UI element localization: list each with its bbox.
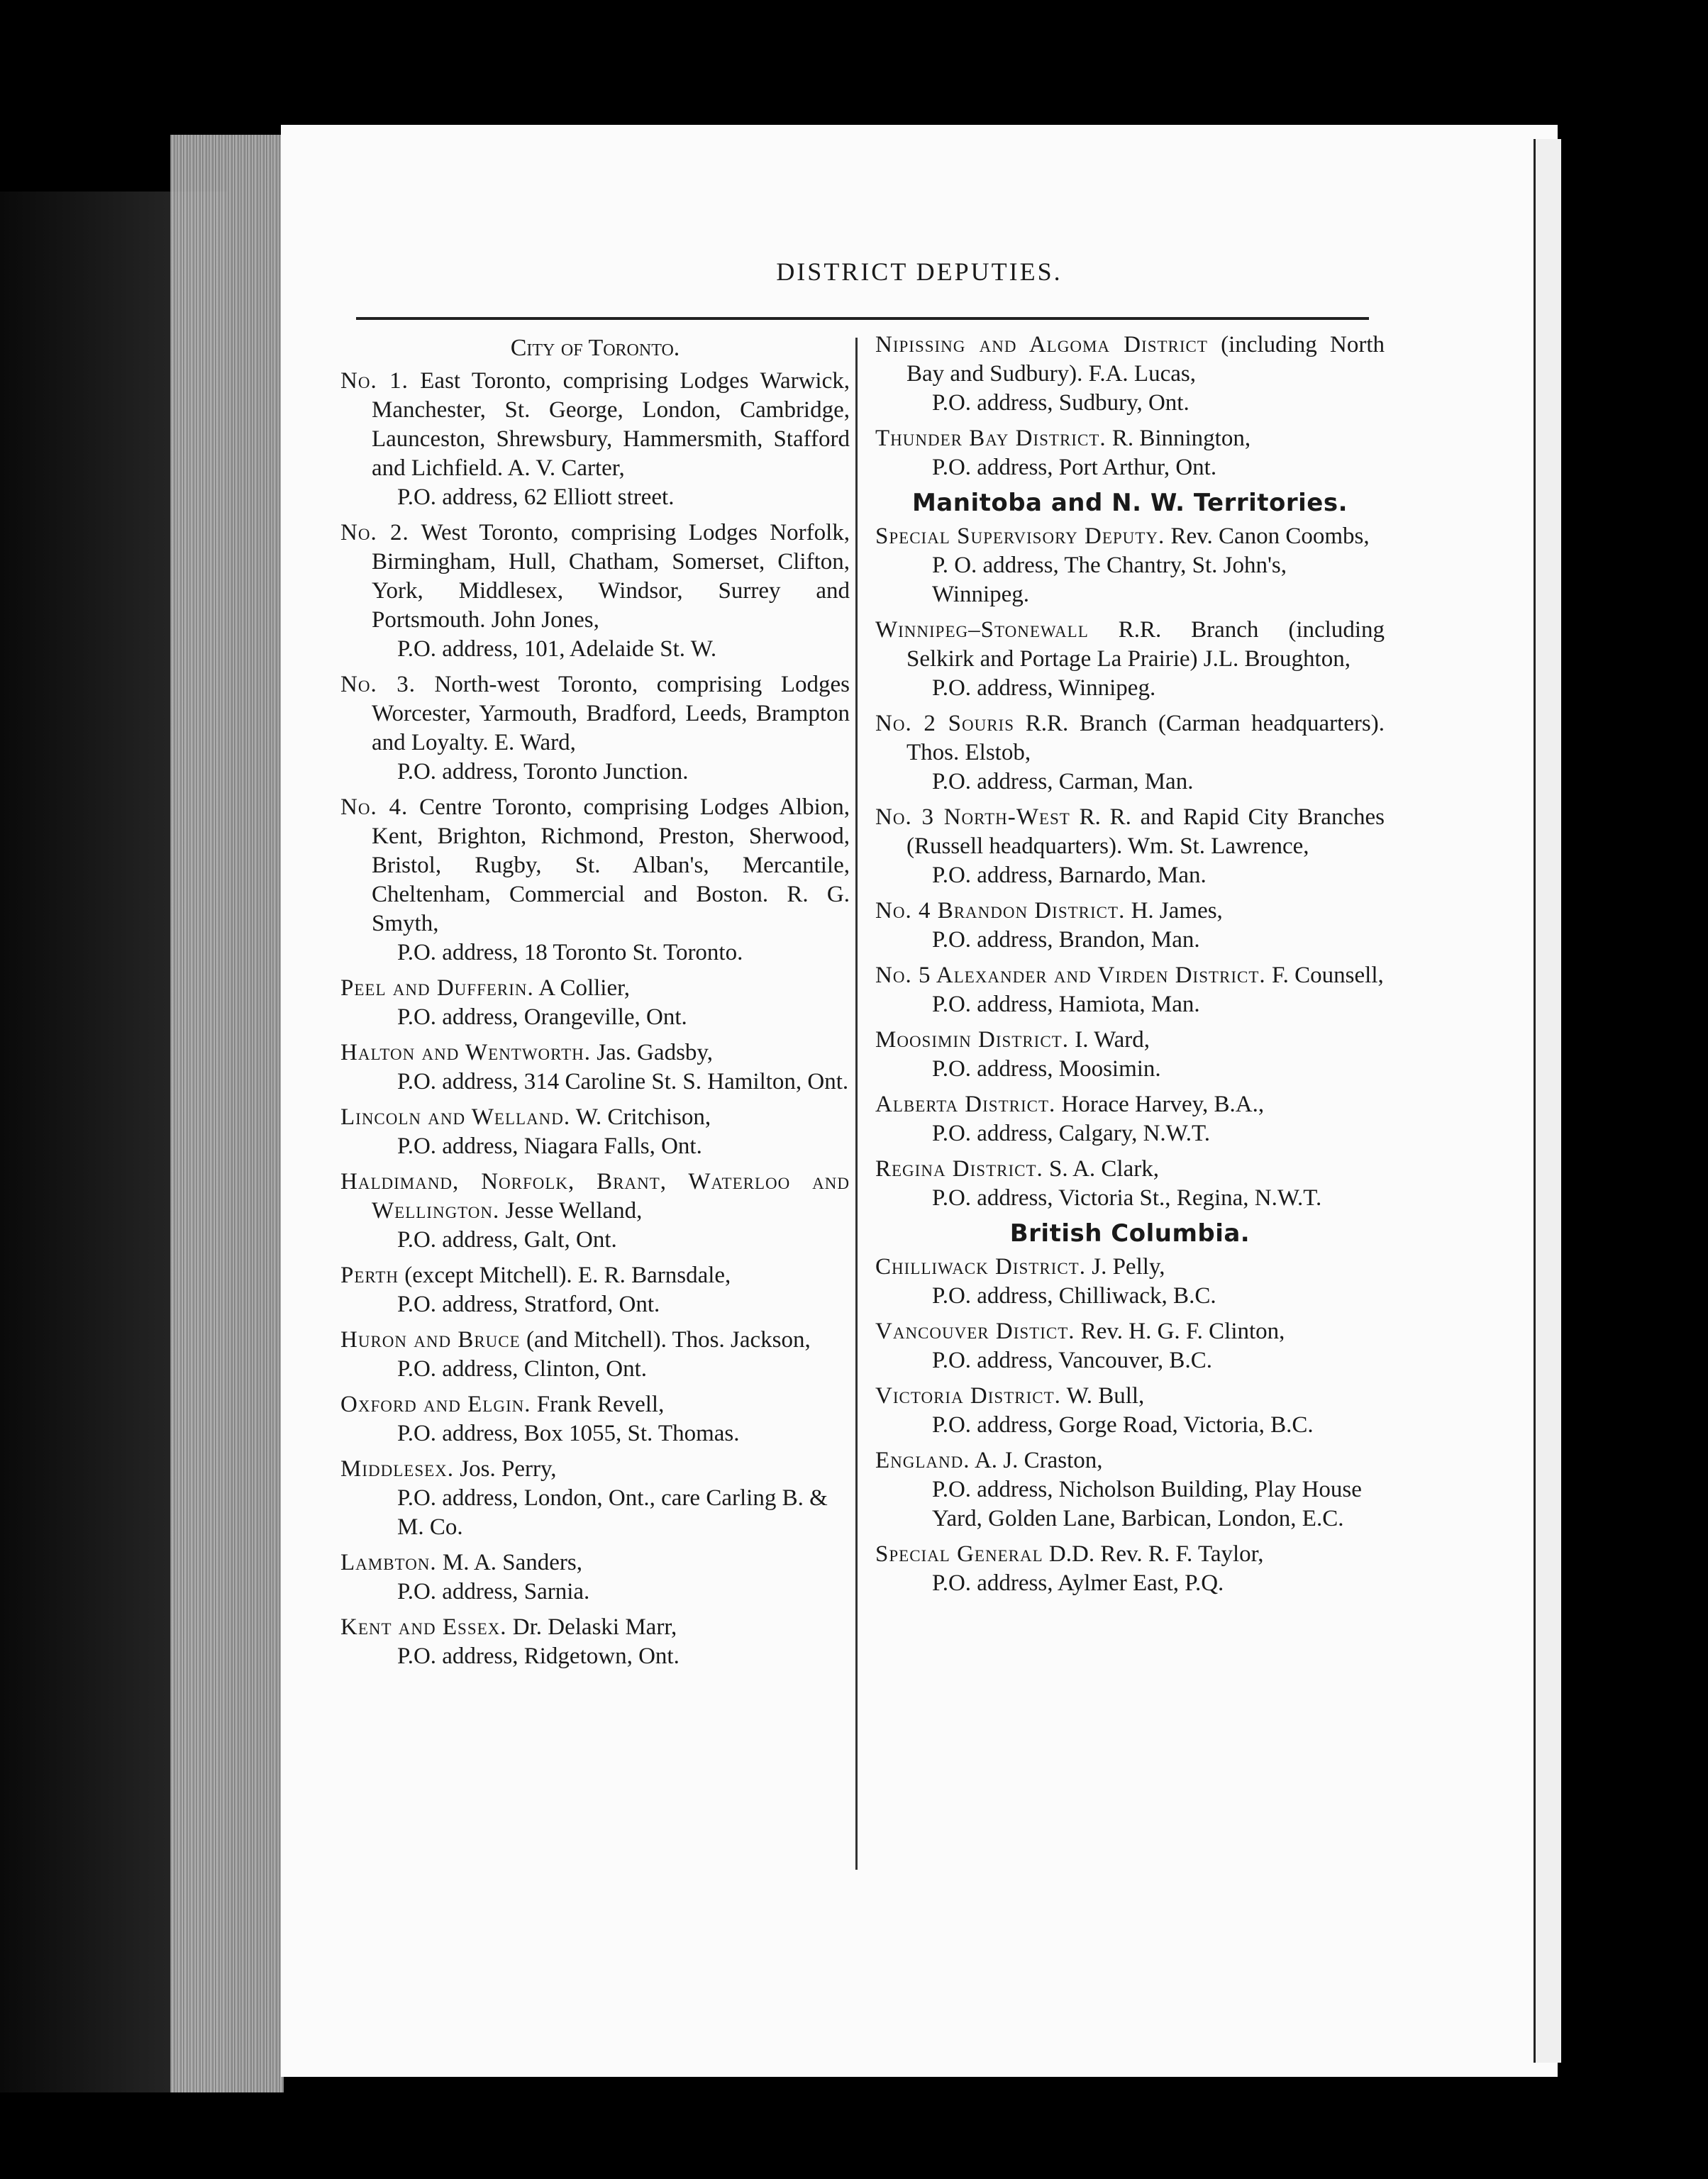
entry-main <box>340 367 850 483</box>
entry-main <box>875 1253 1385 1282</box>
book-page <box>281 125 1558 2077</box>
deputy-description: M. A. Sanders, <box>436 1550 583 1575</box>
deputy-description: W. Critchison, <box>570 1104 711 1130</box>
district-name: Lambton. <box>340 1550 437 1575</box>
district-name: No. 1. <box>340 368 409 394</box>
directory-entry <box>340 1390 850 1448</box>
directory-entry <box>340 519 850 664</box>
district-name: Winnipeg–Stonewall <box>875 617 1089 643</box>
po-address: P.O. address, London, Ont., care Carling B. & M. Co. <box>397 1485 828 1540</box>
directory-entry <box>340 670 850 787</box>
deputy-description: S. A. Clark, <box>1043 1156 1159 1182</box>
po-address: P.O. address, 314 Caroline St. S. Hamilton, Ont. <box>397 1069 849 1094</box>
section-heading-manitoba: Manitoba and N. W. Territories. <box>911 489 1348 517</box>
directory-entry <box>340 1103 850 1161</box>
directory-entry <box>875 1446 1385 1534</box>
entry-main <box>340 1613 850 1642</box>
entry-main <box>340 670 850 758</box>
po-address: P.O. address, Galt, Ont. <box>397 1227 617 1253</box>
deputy-description: A. J. Craston, <box>970 1448 1103 1473</box>
entry-main <box>875 522 1385 551</box>
po-address: P.O. address, 62 Elliott street. <box>397 484 675 510</box>
deputy-description: R. Binnington, <box>1106 426 1251 451</box>
po-address: P.O. address, Sarnia. <box>397 1579 590 1604</box>
entry-main <box>340 1326 850 1355</box>
deputy-description: Frank Revell, <box>531 1392 665 1417</box>
entry-main <box>875 1026 1385 1055</box>
po-address: P.O. address, 101, Adelaide St. W. <box>397 636 717 662</box>
entry-main <box>340 1038 850 1068</box>
po-address: P. O. address, The Chantry, St. John's, Winnipeg. <box>932 553 1287 607</box>
entry-main <box>875 1540 1385 1569</box>
entry-main <box>340 519 850 635</box>
deputy-description: J. Pelly, <box>1085 1254 1165 1280</box>
deputy-description: W. Bull, <box>1060 1383 1145 1409</box>
left-entries <box>340 367 850 1671</box>
deputy-description: North-west Toronto, comprising Lodges Worcester, Yarmouth, Bradford, Leeds, Brampton and Loyalty. E. Ward, <box>372 672 850 755</box>
deputy-description: West Toronto, comprising Lodges Norfolk, Birmingham, Hull, Chatham, Somerset, Clifton, York, Middlesex, Windsor, Surrey and Portsmouth. John Jones, <box>372 520 850 633</box>
section-heading-british-columbia: British Columbia. <box>1009 1219 1250 1248</box>
entry-main <box>340 1261 850 1290</box>
deputy-description: R.R. Branch (including Selkirk and Portage La Prairie) J.L. Broughton, <box>906 617 1385 672</box>
facing-page-edge <box>1534 139 1561 2063</box>
deputy-description: I. Ward, <box>1068 1027 1150 1053</box>
deputy-description: Jas. Gadsby, <box>591 1040 714 1065</box>
directory-entry <box>875 897 1385 955</box>
deputy-description: Horace Harvey, B.A., <box>1055 1092 1265 1117</box>
district-name: Special General <box>875 1541 1043 1567</box>
po-address: P.O. address, Box 1055, St. Thomas. <box>397 1421 740 1446</box>
deputy-description: (except Mitchell). E. R. Barnsdale, <box>399 1263 731 1288</box>
directory-entry <box>875 1155 1385 1213</box>
district-name: Peel and Dufferin. <box>340 975 534 1001</box>
directory-entry <box>875 1382 1385 1440</box>
po-address: P.O. address, Ridgetown, Ont. <box>397 1643 680 1669</box>
deputy-description: Jos. Perry, <box>454 1456 557 1482</box>
directory-entry <box>340 1548 850 1607</box>
entry-main <box>340 1548 850 1578</box>
deputy-description: (and Mitchell). Thos. Jackson, <box>520 1327 811 1353</box>
page-edges <box>170 135 284 2092</box>
district-name: Regina District. <box>875 1156 1043 1182</box>
district-name: England. <box>875 1448 970 1473</box>
directory-entry <box>875 424 1385 482</box>
directory-entry <box>875 1317 1385 1375</box>
district-name: Thunder Bay District. <box>875 426 1107 451</box>
entry-main <box>340 793 850 938</box>
column-divider <box>855 338 858 1870</box>
directory-entry <box>875 961 1385 1019</box>
district-name: Lincoln and Welland. <box>340 1104 571 1130</box>
directory-entry <box>875 803 1385 890</box>
district-name: Huron and Bruce <box>340 1327 521 1353</box>
entry-main <box>340 1455 850 1484</box>
deputy-description: Rev. H. G. F. Clinton, <box>1075 1319 1285 1344</box>
directory-entry <box>340 367 850 512</box>
entry-main <box>875 961 1385 990</box>
directory-entry <box>340 1613 850 1671</box>
directory-entry <box>875 1253 1385 1311</box>
district-name: Oxford and Elgin. <box>340 1392 531 1417</box>
directory-entry <box>875 331 1385 418</box>
district-name: Victoria District. <box>875 1383 1061 1409</box>
directory-entry <box>875 1090 1385 1148</box>
right-entries-ontario <box>875 331 1385 482</box>
deputy-description: F. Counsell, <box>1265 963 1384 988</box>
po-address: P.O. address, Carman, Man. <box>932 769 1194 794</box>
directory-entry <box>340 974 850 1032</box>
district-name: Middlesex. <box>340 1456 455 1482</box>
po-address: P.O. address, Calgary, N.W.T. <box>932 1121 1210 1146</box>
po-address: P.O. address, Sudbury, Ont. <box>932 390 1190 416</box>
right-entries-manitoba <box>875 522 1385 1213</box>
district-name: Special Supervisory Deputy. <box>875 523 1165 549</box>
page-title: DISTRICT DEPUTIES. <box>776 257 1063 286</box>
deputy-description: Centre Toronto, comprising Lodges Albion, Kent, Brighton, Richmond, Preston, Sherwood, Bristol, Rugby, St. Alban's, Mercantile, Cheltenham, Commercial and Boston. R. G. Smyth, <box>372 794 850 936</box>
entry-main <box>340 1103 850 1132</box>
district-name: Perth <box>340 1263 399 1288</box>
deputy-description: R. R. and Rapid City Branches (Russell headquarters). Wm. St. Lawrence, <box>906 804 1385 859</box>
po-address: P.O. address, Brandon, Man. <box>932 927 1200 953</box>
po-address: P.O. address, Stratford, Ont. <box>397 1292 660 1317</box>
po-address: P.O. address, 18 Toronto St. Toronto. <box>397 940 743 965</box>
right-column <box>875 331 1385 1604</box>
directory-entry <box>875 1026 1385 1084</box>
directory-entry <box>340 1261 850 1319</box>
directory-entry <box>875 1540 1385 1598</box>
po-address: P.O. address, Aylmer East, P.Q. <box>932 1570 1224 1596</box>
directory-entry <box>340 1455 850 1542</box>
district-name: Halton and Wentworth. <box>340 1040 592 1065</box>
po-address: P.O. address, Barnardo, Man. <box>932 863 1207 888</box>
po-address: P.O. address, Clinton, Ont. <box>397 1356 648 1382</box>
entry-main <box>875 1317 1385 1346</box>
district-name: No. 2 Souris <box>875 711 1015 736</box>
entry-main <box>875 1090 1385 1119</box>
po-address: P.O. address, Winnipeg. <box>932 675 1156 701</box>
district-name: Alberta District. <box>875 1092 1056 1117</box>
section-heading-toronto: City of Toronto. <box>510 335 680 361</box>
deputy-description: Rev. Canon Coombs, <box>1165 523 1370 549</box>
left-column <box>340 331 850 1678</box>
po-address: P.O. address, Orangeville, Ont. <box>397 1004 687 1030</box>
entry-main <box>875 1382 1385 1411</box>
district-name: No. 2. <box>340 520 409 545</box>
deputy-description: H. James, <box>1125 898 1223 924</box>
directory-entry <box>340 793 850 967</box>
po-address: P.O. address, Toronto Junction. <box>397 759 689 784</box>
po-address: P.O. address, Moosimin. <box>932 1056 1161 1082</box>
po-address: P.O. address, Nicholson Building, Play House Yard, Golden Lane, Barbican, London, E.C. <box>932 1477 1362 1531</box>
directory-entry <box>340 1038 850 1097</box>
directory-entry <box>875 522 1385 609</box>
district-name: Vancouver Distict. <box>875 1319 1075 1344</box>
deputy-description: (including North Bay and Sudbury). F.A. Lucas, <box>906 332 1385 387</box>
entry-main <box>340 1390 850 1419</box>
deputy-description: A Collier, <box>533 975 631 1001</box>
district-name: No. 5 Alexander and Virden District. <box>875 963 1266 988</box>
po-address: P.O. address, Victoria St., Regina, N.W.T. <box>932 1185 1322 1211</box>
po-address: P.O. address, Vancouver, B.C. <box>932 1348 1212 1373</box>
district-name: Haldimand, Norfolk, Brant, Waterloo and Wellington. <box>340 1169 850 1224</box>
entry-main <box>875 331 1385 389</box>
district-name: No. 3. <box>340 672 416 697</box>
district-name: No. 4. <box>340 794 409 820</box>
deputy-description: Dr. Delaski Marr, <box>506 1614 677 1640</box>
entry-main <box>875 1446 1385 1475</box>
right-entries-british-columbia <box>875 1253 1385 1598</box>
district-name: Kent and Essex. <box>340 1614 507 1640</box>
entry-main <box>875 803 1385 861</box>
entry-main <box>875 1155 1385 1184</box>
directory-entry <box>875 616 1385 703</box>
directory-entry <box>875 709 1385 797</box>
district-name: No. 3 North-West <box>875 804 1070 830</box>
po-address: P.O. address, Hamiota, Man. <box>932 992 1200 1017</box>
deputy-description: D.D. Rev. R. F. Taylor, <box>1043 1541 1264 1567</box>
district-name: Moosimin District. <box>875 1027 1069 1053</box>
po-address: P.O. address, Chilliwack, B.C. <box>932 1283 1216 1309</box>
deputy-description: R.R. Branch (Carman headquarters). Thos. Elstob, <box>906 711 1385 765</box>
district-name: Nipissing and Algoma District <box>875 332 1208 357</box>
district-name: Chilliwack District. <box>875 1254 1086 1280</box>
entry-main <box>875 424 1385 453</box>
entry-main <box>340 1168 850 1226</box>
deputy-description: East Toronto, comprising Lodges Warwick, Manchester, St. George, London, Cambridge, Launceston, Shrewsbury, Hammersmith, Stafford and Lichfield. A. V. Carter, <box>372 368 850 481</box>
deputy-description: Jesse Welland, <box>499 1198 643 1224</box>
entry-main <box>875 616 1385 674</box>
po-address: P.O. address, Niagara Falls, Ont. <box>397 1133 702 1159</box>
district-name: No. 4 Brandon District. <box>875 898 1126 924</box>
entry-main <box>875 709 1385 767</box>
po-address: P.O. address, Gorge Road, Victoria, B.C. <box>932 1412 1314 1438</box>
directory-entry <box>340 1168 850 1255</box>
entry-main <box>340 974 850 1003</box>
entry-main <box>875 897 1385 926</box>
directory-entry <box>340 1326 850 1384</box>
title-rule <box>356 317 1369 320</box>
po-address: P.O. address, Port Arthur, Ont. <box>932 455 1217 480</box>
